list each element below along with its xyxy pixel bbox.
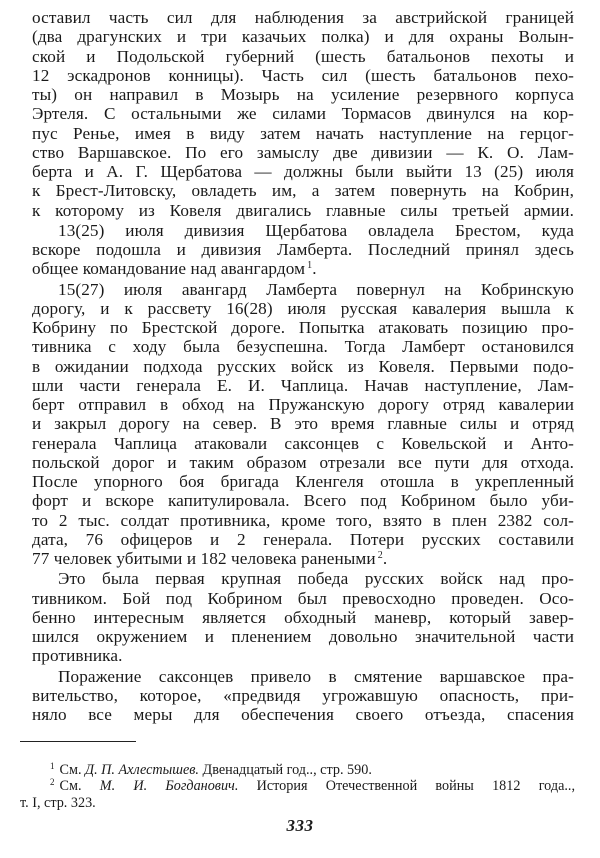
text-line: пус Ренье, имея в виду затем начать наступление на герцог- bbox=[32, 123, 574, 143]
text-line: 12 эскадронов конницы). Часть сил (шесть батальонов пехо- bbox=[32, 65, 574, 85]
text-line: к которому из Ковеля двигались главные силы третьей армии. bbox=[32, 200, 574, 220]
text-line: вительство, которое, «предвидя угрожавшую опасность, при- bbox=[32, 685, 574, 705]
text-line: тивника с ходу была безуспешна. Тогда Ламберт остановился bbox=[32, 337, 574, 357]
footnote-2-continuation: т. I, стр. 323. bbox=[20, 794, 96, 811]
text-line: дорогу, и к рассвету 16(28) июля русская кавалерия вышла к bbox=[32, 298, 574, 318]
text-line: оставил часть сил для наблюдения за австрийской границей bbox=[32, 8, 574, 27]
text-line: тивником. Бой под Кобрином был превосходно проведен. Осо- bbox=[32, 588, 574, 608]
text-line-content: 77 человек убитыми и 182 человека ранеными bbox=[32, 549, 376, 568]
end-punctuation: . bbox=[382, 549, 388, 568]
text-line: Кобрину по Брестской дороге. Попытка атаковать позицию про- bbox=[32, 318, 574, 337]
footnote-author: М. И. Богданович. bbox=[99, 778, 239, 795]
footnote-number: 1 bbox=[50, 761, 55, 771]
text-line bbox=[32, 549, 574, 568]
text-line: берта и А. Г. Щербатова — должны были выйти 13 (25) июля bbox=[32, 162, 574, 181]
text-line: шли части генерала Е. И. Чаплица. Начав наступление, Лам- bbox=[32, 375, 574, 395]
text-line: польской дорог и таким образом отрезали все пути для отхода. bbox=[32, 452, 574, 472]
page-body bbox=[32, 8, 574, 724]
text-line: ской и Подольской губерний (шесть батальонов пехоты и bbox=[32, 46, 574, 66]
footnote-prefix: См. bbox=[59, 762, 82, 778]
paragraph-4 bbox=[32, 569, 574, 665]
text-line: противника. bbox=[32, 646, 123, 666]
text-line: Эртеля. С остальными же силами Тормасов двинулся на кор- bbox=[32, 104, 574, 124]
text-line: После упорного боя бригада Кленгеля отошла в укрепленный bbox=[32, 472, 574, 491]
text-line: Поражение саксонцев привело в смятение варшавское пра- bbox=[58, 666, 574, 686]
paragraph-3 bbox=[32, 280, 574, 569]
text-line: в ожидании подхода русских войск из Ковеля. Первыми подо- bbox=[32, 356, 574, 376]
text-line: то 2 тыс. солдат противника, кроме того, взято в плен 2382 сол- bbox=[32, 510, 574, 530]
text-line: ство Варшавское. По его замыслу две дивизии — К. О. Лам- bbox=[32, 142, 574, 162]
text-line bbox=[32, 259, 574, 278]
paragraph-2 bbox=[32, 221, 574, 279]
footnote-reference-1[interactable]: 1 bbox=[307, 260, 313, 272]
text-line: форт и вскоре капитулировала. Всего под Кобрином было уби- bbox=[32, 491, 574, 511]
paragraph-1 bbox=[32, 8, 574, 220]
footnote-number: 2 bbox=[50, 777, 55, 788]
text-line: (два драгунских и три казачьих полка) и для охраны Волын- bbox=[32, 27, 574, 47]
text-line-content: общее командование над авангардом bbox=[32, 259, 306, 279]
footnote-2 bbox=[20, 778, 575, 794]
text-line: 15(27) июля авангард Ламберта повернул на Кобринскую bbox=[58, 279, 574, 299]
footnote-source: История Отечественной войны 1812 года.., bbox=[256, 778, 576, 795]
text-line: генерала Чаплица атаковали саксонцев с Ковельской и Анто- bbox=[32, 433, 574, 453]
text-line: берт отправил в обход на Пружанскую дорогу отряд кавалерии bbox=[32, 395, 574, 414]
paragraph-5 bbox=[32, 667, 574, 725]
text-line: 13(25) июля дивизия Щербатова овладела Брестом, куда bbox=[58, 220, 574, 240]
footnote-separator-rule bbox=[20, 741, 136, 742]
footnote-author: Д. П. Ахлестышев. bbox=[85, 762, 199, 778]
text-line: к Брест-Литовску, овладеть им, а затем повернуть на Кобрин, bbox=[32, 181, 574, 201]
text-line: шился окружением и пленением довольно значительной части bbox=[32, 627, 574, 646]
text-line: Это была первая крупная победа русских войск над про- bbox=[58, 569, 574, 589]
footnote-prefix: См. bbox=[59, 778, 82, 795]
text-line: ты) он направил в Мозырь на усиление резервного корпуса bbox=[32, 85, 574, 104]
footnote-1 bbox=[20, 762, 575, 778]
text-line: и закрыл дорогу на север. В это время главные силы и отряд bbox=[32, 414, 574, 434]
end-punctuation: . bbox=[312, 259, 317, 279]
text-line: няло все меры для обеспечения своего отъезда, спасения bbox=[32, 705, 574, 724]
footnote-reference-2[interactable]: 2 bbox=[377, 550, 383, 561]
footnotes bbox=[20, 762, 575, 811]
page-number: 333 bbox=[286, 816, 314, 835]
text-line: вскоре подошла и дивизия Ламберта. Последний принял здесь bbox=[32, 240, 574, 259]
text-line: дата, 76 офицеров и 2 генерала. Потери русских составили bbox=[32, 529, 574, 549]
footnote-source: Двенадцатый год.., стр. 590. bbox=[202, 762, 372, 778]
text-line: бенно интересным является обходный маневр, который завер- bbox=[32, 607, 574, 627]
